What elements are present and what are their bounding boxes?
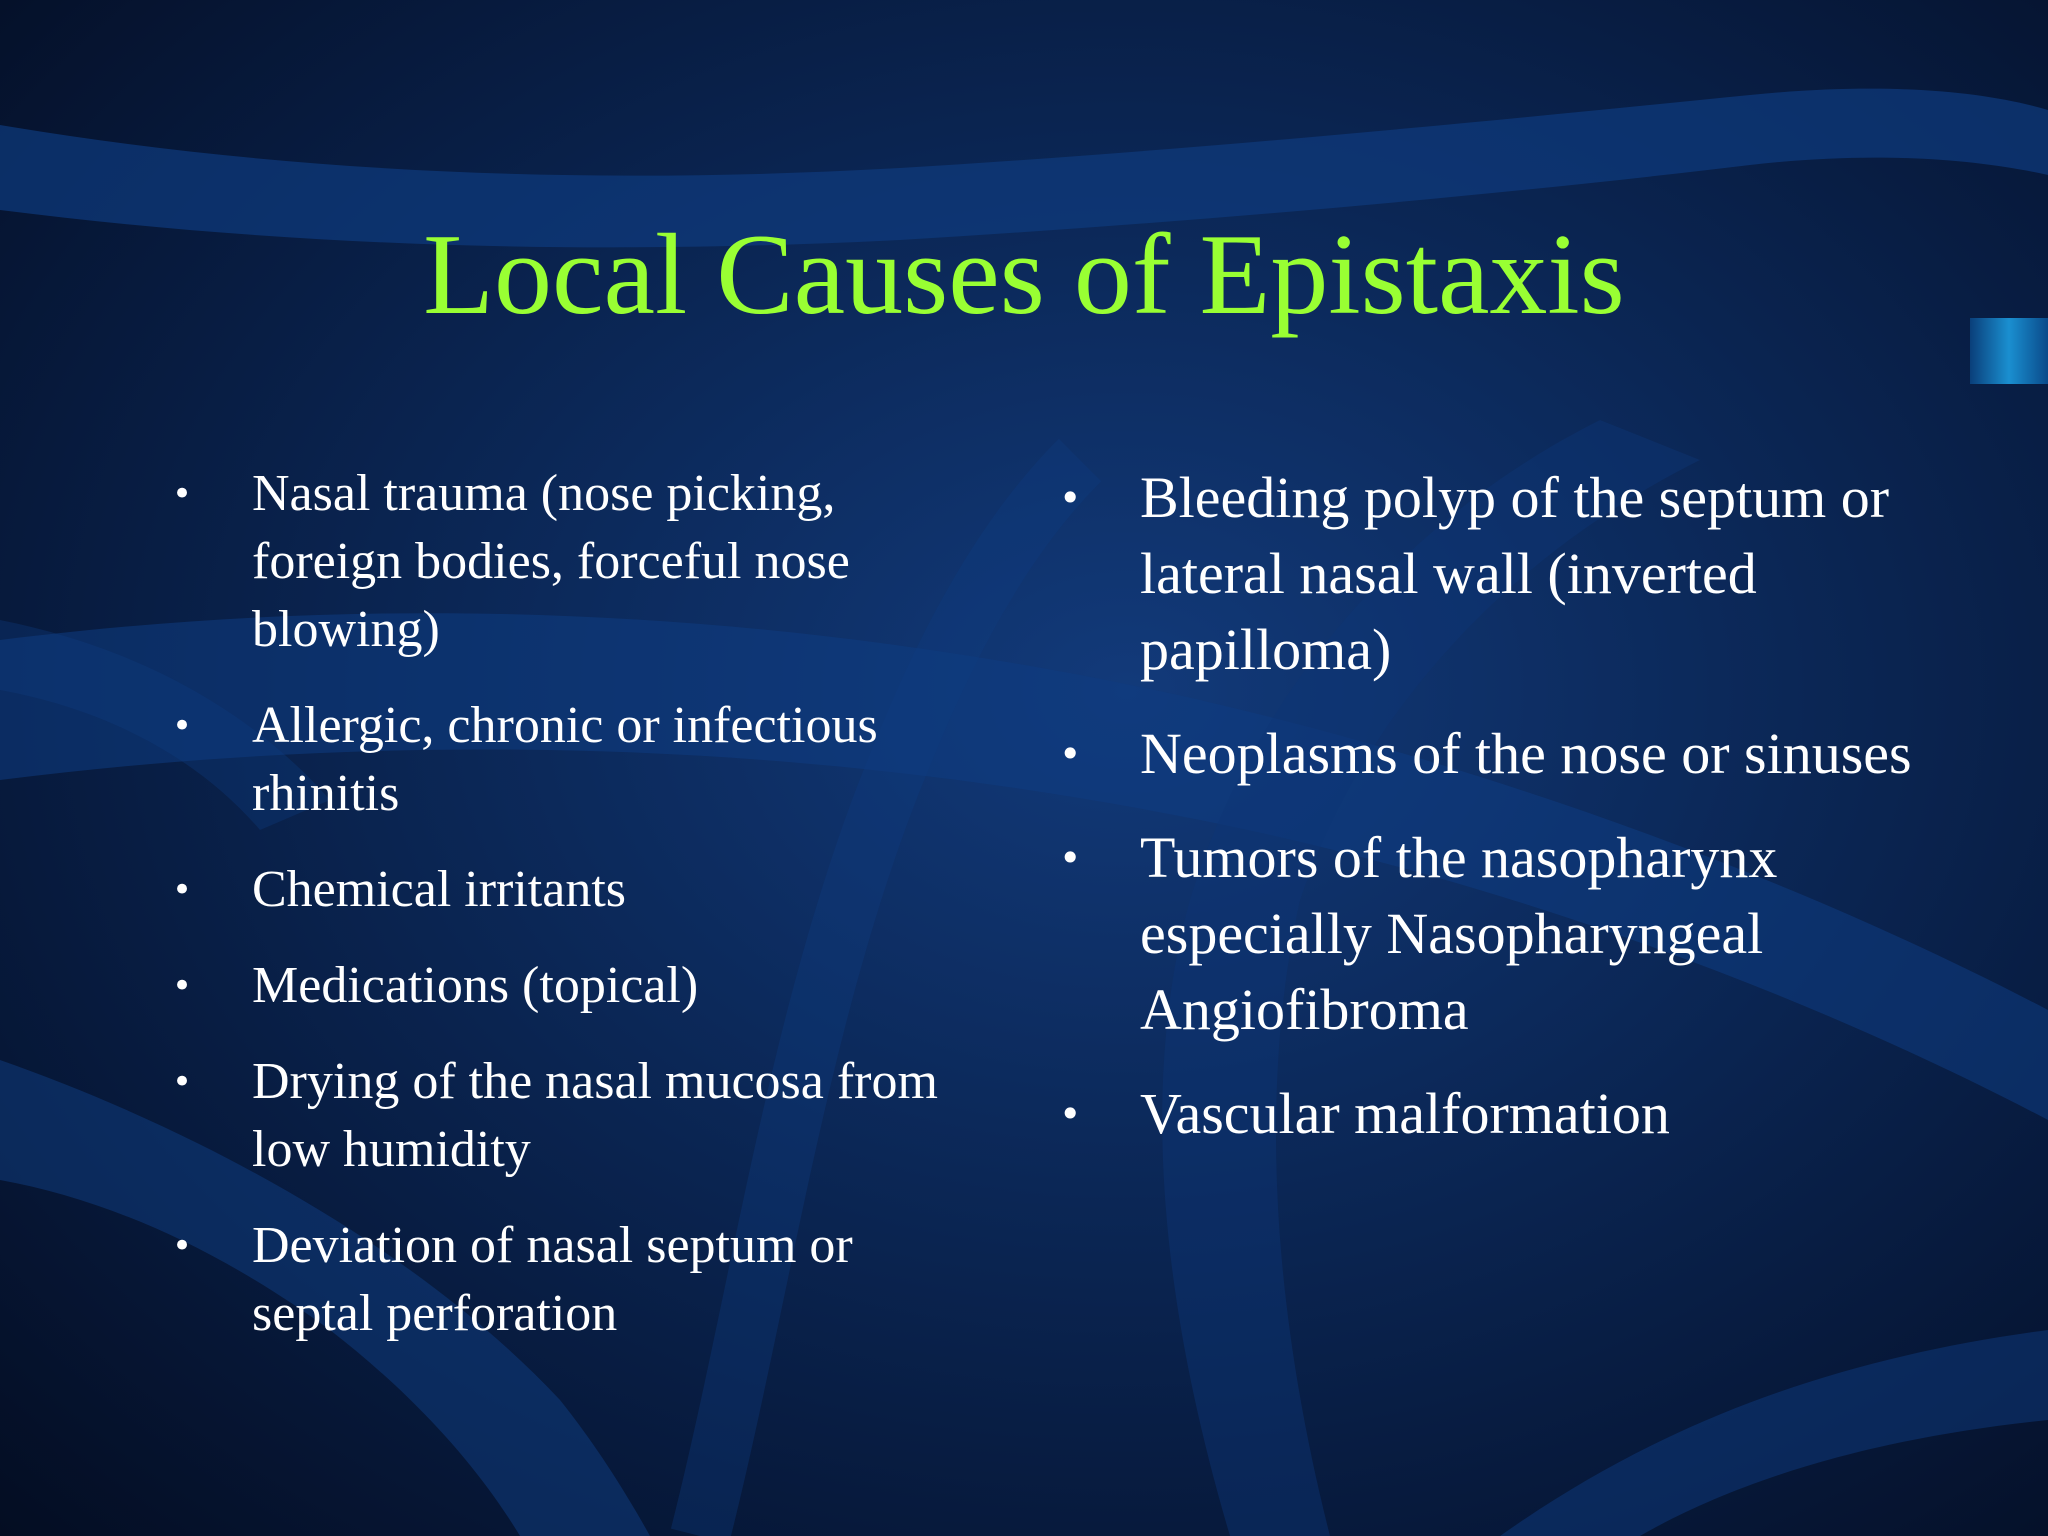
bullet-icon: • [1059, 836, 1082, 880]
bullet-icon: • [172, 474, 193, 514]
bullet-icon: • [1059, 732, 1082, 776]
list-item-text: Chemical irritants [252, 861, 627, 918]
list-item [1055, 820, 1915, 1048]
bullet-icon: • [1059, 1092, 1082, 1136]
bullet-icon: • [1059, 476, 1082, 520]
bullet-icon: • [172, 1226, 193, 1266]
list-item [168, 692, 968, 828]
list-item-text: Neoplasms of the nose or sinuses [1140, 721, 1912, 786]
bullet-icon: • [172, 706, 193, 746]
list-item [168, 1212, 968, 1348]
list-item-text: Drying of the nasal mucosa from low humidity [252, 1053, 938, 1178]
list-item [168, 460, 968, 664]
left-bullet-list [168, 460, 968, 1376]
bullet-icon: • [172, 966, 193, 1006]
bullet-icon: • [172, 1062, 193, 1102]
list-item-text: Tumors of the nasopharynx especially Nasopharyngeal Angiofibroma [1140, 825, 1778, 1042]
list-item [1055, 460, 1915, 688]
list-item-text: Nasal trauma (nose picking, foreign bodies, forceful nose blowing) [252, 465, 850, 658]
list-item [168, 856, 968, 924]
slide-title: Local Causes of Epistaxis [423, 211, 1625, 339]
list-item-text: Vascular malformation [1140, 1081, 1670, 1146]
list-item-text: Allergic, chronic or infectious rhinitis [252, 697, 878, 822]
right-bullet-list [1055, 460, 1915, 1180]
list-item [1055, 716, 1915, 792]
list-item-text: Bleeding polyp of the septum or lateral nasal wall (inverted papilloma) [1140, 465, 1890, 682]
list-item [168, 952, 968, 1020]
list-item [1055, 1076, 1915, 1152]
list-item [168, 1048, 968, 1184]
list-item-text: Medications (topical) [252, 957, 699, 1014]
bullet-icon: • [172, 870, 193, 910]
list-item-text: Deviation of nasal septum or septal perforation [252, 1217, 853, 1342]
